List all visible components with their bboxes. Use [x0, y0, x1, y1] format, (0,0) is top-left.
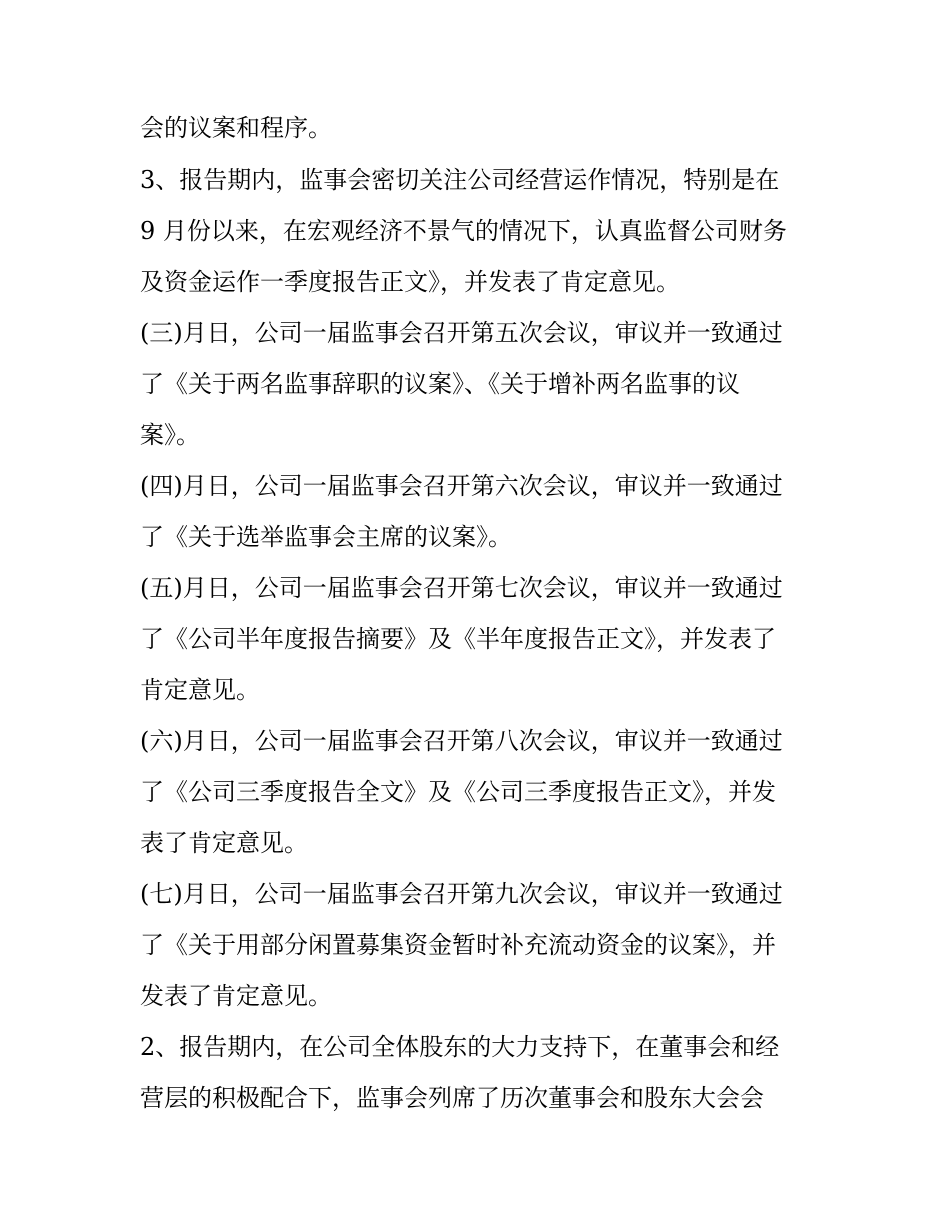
text-line: (六)月日，公司一届监事会召开第八次会议，审议并一致通过: [140, 727, 783, 755]
text-line: (三)月日，公司一届监事会召开第五次会议，审议并一致通过: [140, 319, 783, 347]
text-line: (七)月日，公司一届监事会召开第九次会议，审议并一致通过: [140, 880, 783, 908]
text-line: 发表了肯定意见。: [140, 982, 332, 1010]
text-line: 肯定意见。: [140, 676, 260, 704]
text-line: (五)月日，公司一届监事会召开第七次会议，审议并一致通过: [140, 574, 783, 602]
text-line: 了《关于用部分闲置募集资金暂时补充流动资金的议案》，并: [140, 931, 776, 959]
text-line: 了《关于两名监事辞职的议案》、《关于增补两名监事的议: [140, 370, 740, 398]
text-line: 表了肯定意见。: [140, 829, 308, 857]
text-line: 营层的积极配合下，监事会列席了历次董事会和股东大会会: [140, 1084, 764, 1112]
text-line: 9 月份以来，在宏观经济不景气的情况下，认真监督公司财务: [140, 217, 787, 245]
text-line: 3、报告期内，监事会密切关注公司经营运作情况，特别是在: [140, 166, 780, 194]
text-line: 2、报告期内，在公司全体股东的大力支持下，在董事会和经: [140, 1033, 780, 1061]
text-line: 了《关于选举监事会主席的议案》。: [140, 523, 512, 551]
text-line: 会的议案和程序。: [140, 114, 332, 142]
text-line: 及资金运作一季度报告正文》，并发表了肯定意见。: [140, 268, 680, 296]
text-line: 了《公司半年度报告摘要》及《半年度报告正文》，并发表了: [140, 625, 776, 653]
text-line: (四)月日，公司一届监事会召开第六次会议，审议并一致通过: [140, 472, 783, 500]
text-line: 案》。: [140, 421, 200, 449]
text-line: 了《公司三季度报告全文》及《公司三季度报告正文》，并发: [140, 778, 776, 806]
